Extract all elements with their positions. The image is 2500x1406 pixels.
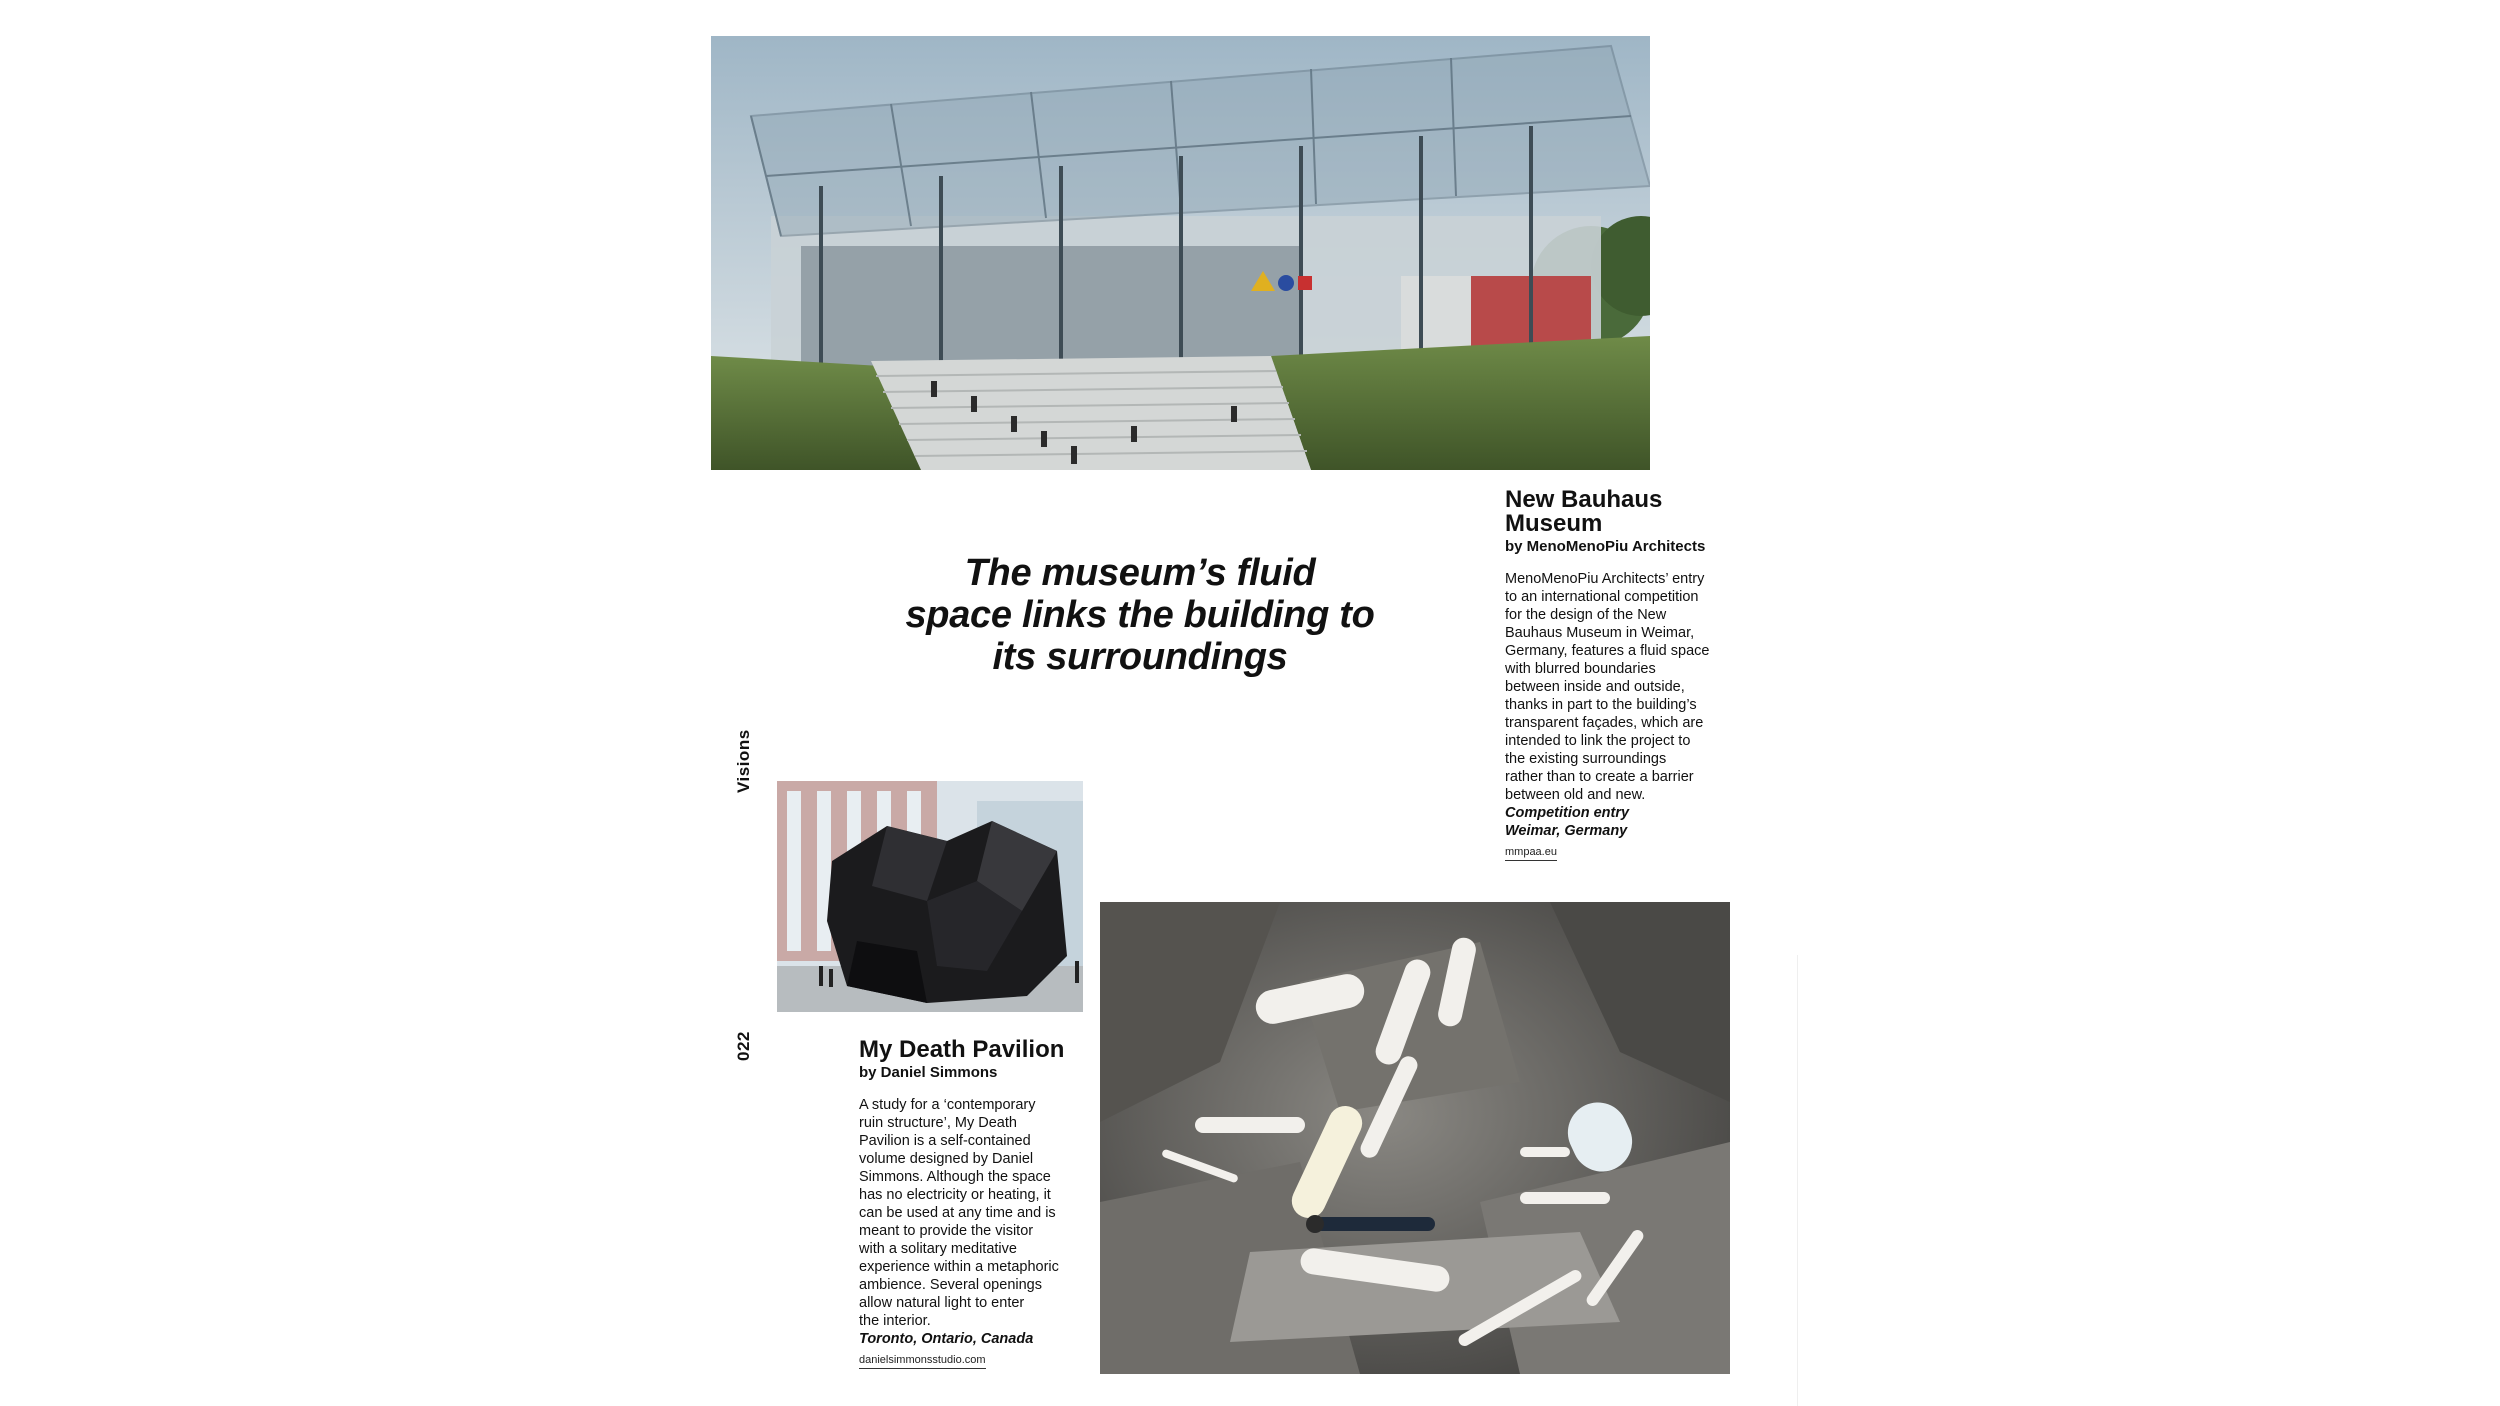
article-title <box>1505 488 1745 536</box>
body-line: Germany, features a fluid space <box>1505 643 1710 659</box>
page-edge-divider <box>1797 955 1798 1406</box>
article-title-line: New Bauhaus <box>1505 486 1663 513</box>
body-line: with a solitary meditative <box>859 1241 1017 1257</box>
article-body <box>1505 570 1745 804</box>
interior-photo <box>1100 902 1730 1374</box>
article-location <box>1505 804 1745 840</box>
article-title-line: Museum <box>1505 510 1603 537</box>
article-title: My Death Pavilion <box>859 1036 1065 1063</box>
body-line: allow natural light to enter <box>859 1295 1025 1311</box>
body-line: with blurred boundaries <box>1505 661 1656 677</box>
body-line: meant to provide the visitor <box>859 1223 1034 1239</box>
article-pavilion <box>859 1038 1099 1369</box>
body-line: intended to link the project to <box>1505 733 1691 749</box>
body-line: thanks in part to the building’s <box>1505 697 1697 713</box>
pull-quote-line: The museum’s fluid <box>964 552 1316 594</box>
article-bauhaus <box>1505 488 1745 861</box>
museum-photo <box>711 36 1650 470</box>
page-number: 022 <box>734 1031 753 1061</box>
interior-rendering-image <box>1100 902 1730 1374</box>
meta-line: Toronto, Ontario, Canada <box>859 1331 1034 1347</box>
article-link[interactable]: mmpaa.eu <box>1505 844 1557 861</box>
body-line: Bauhaus Museum in Weimar, <box>1505 625 1695 641</box>
body-line: ambience. Several openings <box>859 1277 1042 1293</box>
article-location <box>859 1330 1099 1348</box>
body-line: to an international competition <box>1505 589 1699 605</box>
article-byline: by MenoMenoPiu Architects <box>1505 538 1706 555</box>
body-line: Pavilion is a self-contained <box>859 1133 1031 1149</box>
body-line: between inside and outside, <box>1505 679 1685 695</box>
body-line: experience within a metaphoric <box>859 1259 1059 1275</box>
body-line: Simmons. Although the space <box>859 1169 1051 1185</box>
article-link[interactable]: danielsimmonsstudio.com <box>859 1352 986 1369</box>
body-line: MenoMenoPiu Architects’ entry <box>1505 571 1705 587</box>
meta-line: Competition entry <box>1505 805 1630 821</box>
body-line: for the design of the New <box>1505 607 1667 623</box>
pull-quote-line: space links the building to <box>905 594 1375 636</box>
body-line: rather than to create a barrier <box>1505 769 1694 785</box>
article-byline: by Daniel Simmons <box>859 1064 998 1081</box>
museum-rendering-image <box>711 36 1650 470</box>
pavilion-rendering-image <box>777 781 1083 1012</box>
pull-quote-line: its surroundings <box>992 636 1288 678</box>
body-line: the interior. <box>859 1313 931 1329</box>
body-line: A study for a ‘contemporary <box>859 1097 1036 1113</box>
pavilion-photo <box>777 781 1083 1012</box>
body-line: the existing surroundings <box>1505 751 1667 767</box>
body-line: between old and new. <box>1505 787 1646 803</box>
meta-line: Weimar, Germany <box>1505 823 1628 839</box>
article-body <box>859 1096 1099 1330</box>
body-line: has no electricity or heating, it <box>859 1187 1051 1203</box>
body-line: transparent façades, which are <box>1505 715 1704 731</box>
pull-quote <box>860 552 1420 678</box>
body-line: can be used at any time and is <box>859 1205 1056 1221</box>
body-line: volume designed by Daniel <box>859 1151 1034 1167</box>
section-label: Visions <box>734 729 753 793</box>
body-line: ruin structure’, My Death <box>859 1115 1017 1131</box>
